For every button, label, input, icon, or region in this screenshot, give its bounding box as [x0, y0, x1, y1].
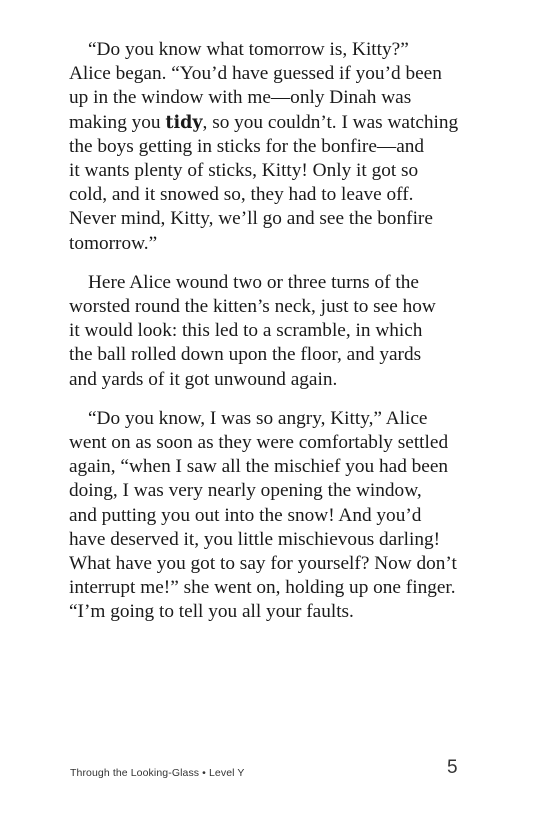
text-line: again, “when I saw all the mischief you had been [69, 456, 449, 478]
text-line: doing, I was very nearly opening the window, [69, 480, 422, 502]
text-segment: , so you couldn’t. I was watching [202, 111, 459, 133]
text-line: it wants plenty of sticks, Kitty! Only it got so [69, 160, 419, 182]
paragraph-3 [69, 407, 469, 625]
paragraph-1 [69, 38, 469, 256]
text-line: Alice began. “You’d have guessed if you’d been [69, 63, 442, 85]
vocabulary-word: tidy [165, 112, 203, 133]
text-segment: making you [69, 111, 166, 133]
text-line: worsted round the kitten’s neck, just to see how [69, 296, 436, 318]
paragraph-2 [69, 271, 469, 392]
text-line: “Do you know, I was so angry, Kitty,” Alice [88, 407, 428, 429]
page-number: 5 [447, 757, 458, 778]
text-line [69, 111, 469, 135]
story-text [69, 38, 469, 640]
text-line: Here Alice wound two or three turns of the [88, 271, 419, 293]
text-line: “I’m going to tell you all your faults. [69, 601, 354, 623]
text-line: cold, and it snowed so, they had to leave off. [69, 184, 414, 206]
text-line: tomorrow.” [69, 232, 158, 254]
text-line: up in the window with me—only Dinah was [69, 87, 412, 109]
text-line: went on as soon as they were comfortably settled [69, 432, 449, 454]
text-line: What have you got to say for yourself? Now don’t [69, 553, 457, 575]
text-line: the boys getting in sticks for the bonfire—and [69, 135, 425, 157]
text-line: have deserved it, you little mischievous darling! [69, 528, 441, 550]
text-line: “Do you know what tomorrow is, Kitty?” [88, 39, 409, 60]
footer-book-title: Through the Looking-Glass • Level Y [70, 767, 245, 779]
text-line: and putting you out into the snow! And you’d [69, 504, 422, 526]
text-line: it would look: this led to a scramble, in which [69, 320, 423, 342]
text-line: interrupt me!” she went on, holding up one finger. [69, 577, 456, 599]
text-line: Never mind, Kitty, we’ll go and see the bonfire [69, 208, 433, 230]
text-line: the ball rolled down upon the floor, and yards [69, 344, 422, 366]
text-line: and yards of it got unwound again. [69, 368, 338, 390]
